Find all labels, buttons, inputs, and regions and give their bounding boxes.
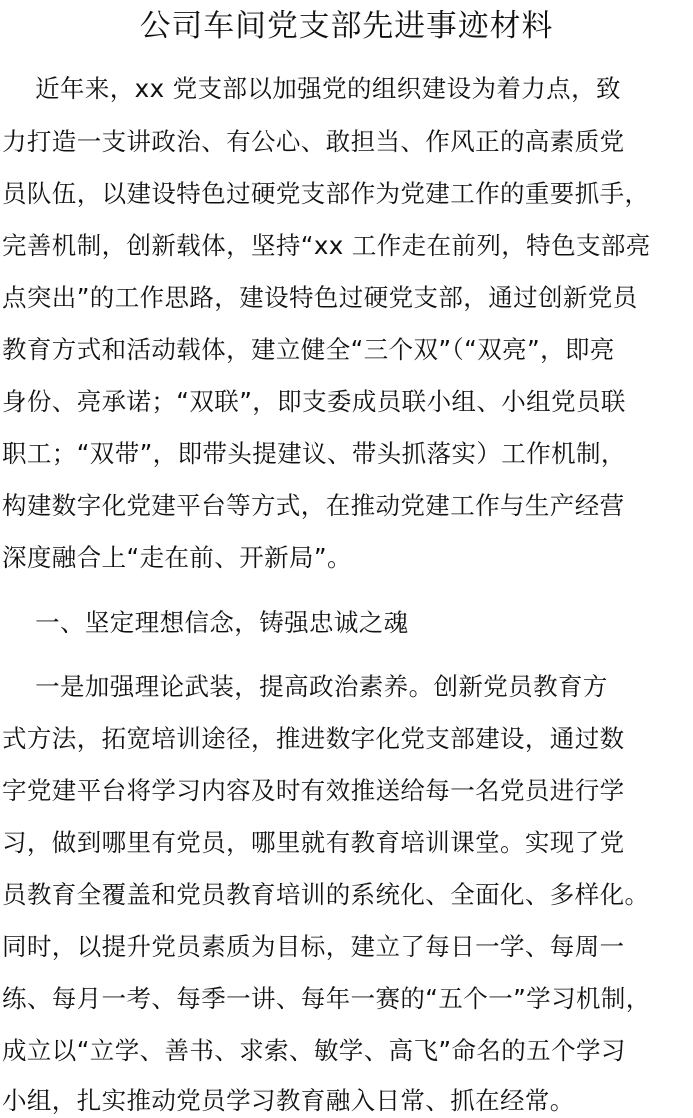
paragraph-line: 小组，扎实推动党员学习教育融入日常、抓在经常。	[2, 1086, 575, 1115]
paragraph-line: 完善机制，创新载体，坚持“xx 工作走在前列，特色支部亮	[2, 231, 651, 260]
paragraph-line: 员教育全覆盖和党员教育培训的系统化、全面化、多样化。	[2, 880, 650, 909]
paragraph-line: 式方法，拓宽培训途径，推进数字化党支部建设，通过数	[2, 724, 625, 753]
paragraph-line: 点突出”的工作思路，建设特色过硬党支部，通过创新党员	[2, 283, 638, 312]
paragraph-line: 练、每月一考、每季一讲、每年一赛的“五个一”学习机制，	[2, 984, 651, 1013]
paragraph-line: 构建数字化党建平台等方式，在推动党建工作与生产经营	[2, 491, 625, 520]
paragraph-line: 一是加强理论武装，提高政治素养。创新党员教育方	[2, 672, 608, 701]
paragraph-line: 同时，以提升党员素质为目标，建立了每日一学、每周一	[2, 932, 625, 961]
paragraph-line: 习，做到哪里有党员，哪里就有教育培训课堂。实现了党	[2, 828, 625, 857]
paragraph-line: 力打造一支讲政治、有公心、敢担当、作风正的高素质党	[2, 127, 625, 156]
paragraph-line: 成立以“立学、善书、求索、敏学、高飞”命名的五个学习	[2, 1036, 626, 1065]
paragraph-line: 身份、亮承诺；“双联”，即支委成员联小组、小组党员联	[2, 387, 626, 416]
paragraph-line: 员队伍，以建设特色过硬党支部作为党建工作的重要抓手，	[2, 179, 650, 208]
paragraph-line: 职工；“双带”，即带头提建议、带头抓落实）工作机制，	[2, 439, 626, 468]
paragraph-line: 深度融合上“走在前、开新局”。	[2, 543, 352, 572]
paragraph-line: 教育方式和活动载体，建立健全“三个双”（“双亮”，即亮	[2, 335, 615, 364]
document-title: 公司车间党支部先进事迹材料	[139, 8, 554, 44]
paragraph-line: 字党建平台将学习内容及时有效推送给每一名党员进行学	[2, 776, 625, 805]
paragraph-line: 近年来，xx 党支部以加强党的组织建设为着力点，致	[2, 74, 621, 103]
section-heading: 一、坚定理想信念，铸强忠诚之魂	[2, 608, 409, 637]
